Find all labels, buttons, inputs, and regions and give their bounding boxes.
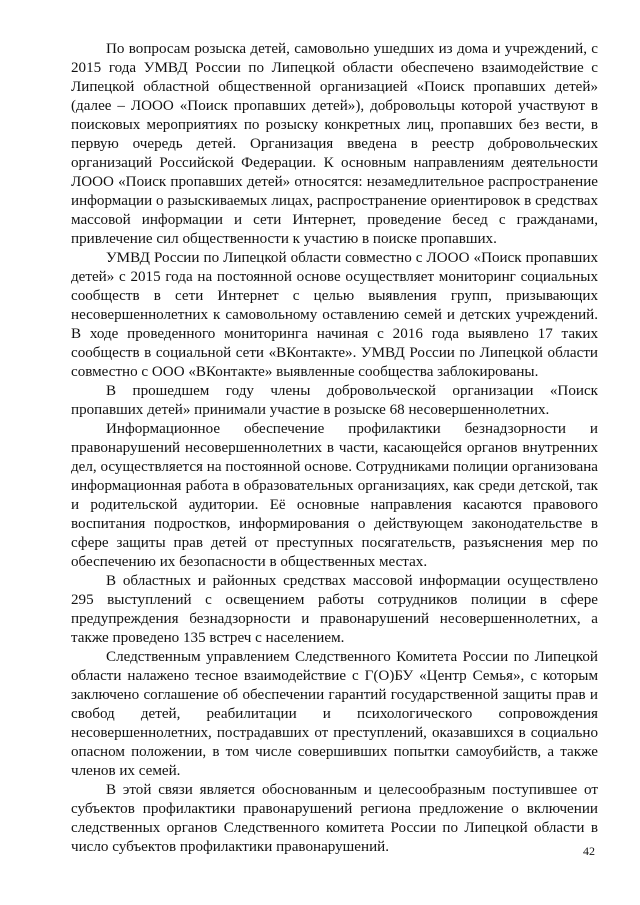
paragraph-search-cooperation: По вопросам розыска детей, самовольно ушедших из дома и учреждений, с 2015 года УМВД России по Липецкой области обеспечено взаимодействие с Липецкой областной общественной организацией «Поиск пропавших детей» (далее – ЛООО «Поиск пропавших детей»), добровольцы которой участвуют в поисковых мероприятиях по розыску конкретных лиц, пропавших без вести, в первую очередь детей. Организация введена в реестр добровольческих организаций Российской Федерации. К основным направлениям деятельности ЛООО «Поиск пропавших детей» относятся: незамедлительное распространение информации о разыскиваемых лицах, распространение ориентировок в средствах массовой информации и сети Интернет, проведение бесед с гражданами, привлечение сил общественности к участию в поиске пропавших. <box>71 41 598 247</box>
paragraph-social-monitoring: УМВД России по Липецкой области совместно с ЛООО «Поиск пропавших детей» с 2015 года на постоянной основе осуществляет мониторинг социальных сообществ в сети Интернет с целью выявления групп, призывающих несовершеннолетних к самовольному оставлению семей и детских учреждений. В ходе проведенного мониторинга начиная с 2016 года выявлено 17 таких сообществ в социальной сети «ВКонтакте». УМВД России по Липецкой области совместно с ООО «ВКонтакте» выявленные сообщества заблокированы. <box>71 250 598 380</box>
paragraph-volunteer-participation: В прошедшем году члены добровольческой организации «Поиск пропавших детей» принимали участие в розыске 68 несовершеннолетних. <box>71 383 598 418</box>
paragraph-investigative-committee: Следственным управлением Следственного Комитета России по Липецкой области налажено тесное взаимодействие с Г(О)БУ «Центр Семья», с которым заключено соглашение об обеспечении гарантий государственной защиты прав и свобод детей, реабилитации и психологического сопровождения несовершеннолетних, пострадавших от преступлений, оказавшихся в социально опасном положении, в том числе совершивших попытки самоубийств, а также членов их семей. <box>71 649 598 779</box>
paragraph-information-support: Информационное обеспечение профилактики безнадзорности и правонарушений несовершеннолетних в части, касающейся органов внутренних дел, осуществляется на постоянной основе. Сотрудниками полиции организована информационная работа в образовательных организациях, как среди детской, так и родительской аудитории. Её основные направления касаются правового воспитания подростков, информирования о действующем законодательстве в сфере защиты прав детей от преступных посягательств, разъяснения мер по обеспечению их безопасности в общественных местах. <box>71 421 598 570</box>
paragraph-proposal: В этой связи является обоснованным и целесообразным поступившее от субъектов профилактики правонарушений региона предложение о включении следственных органов Следственного комитета России по Липецкой области в число субъектов профилактики правонарушений. <box>71 782 598 855</box>
paragraph-media-coverage: В областных и районных средствах массовой информации осуществлено 295 выступлений с освещением работы сотрудников полиции в сфере предупреждения безнадзорности и правонарушений несовершеннолетних, а также проведено 135 встреч с населением. <box>71 573 598 646</box>
document-body <box>71 40 598 857</box>
page-number: 42 <box>583 844 595 858</box>
